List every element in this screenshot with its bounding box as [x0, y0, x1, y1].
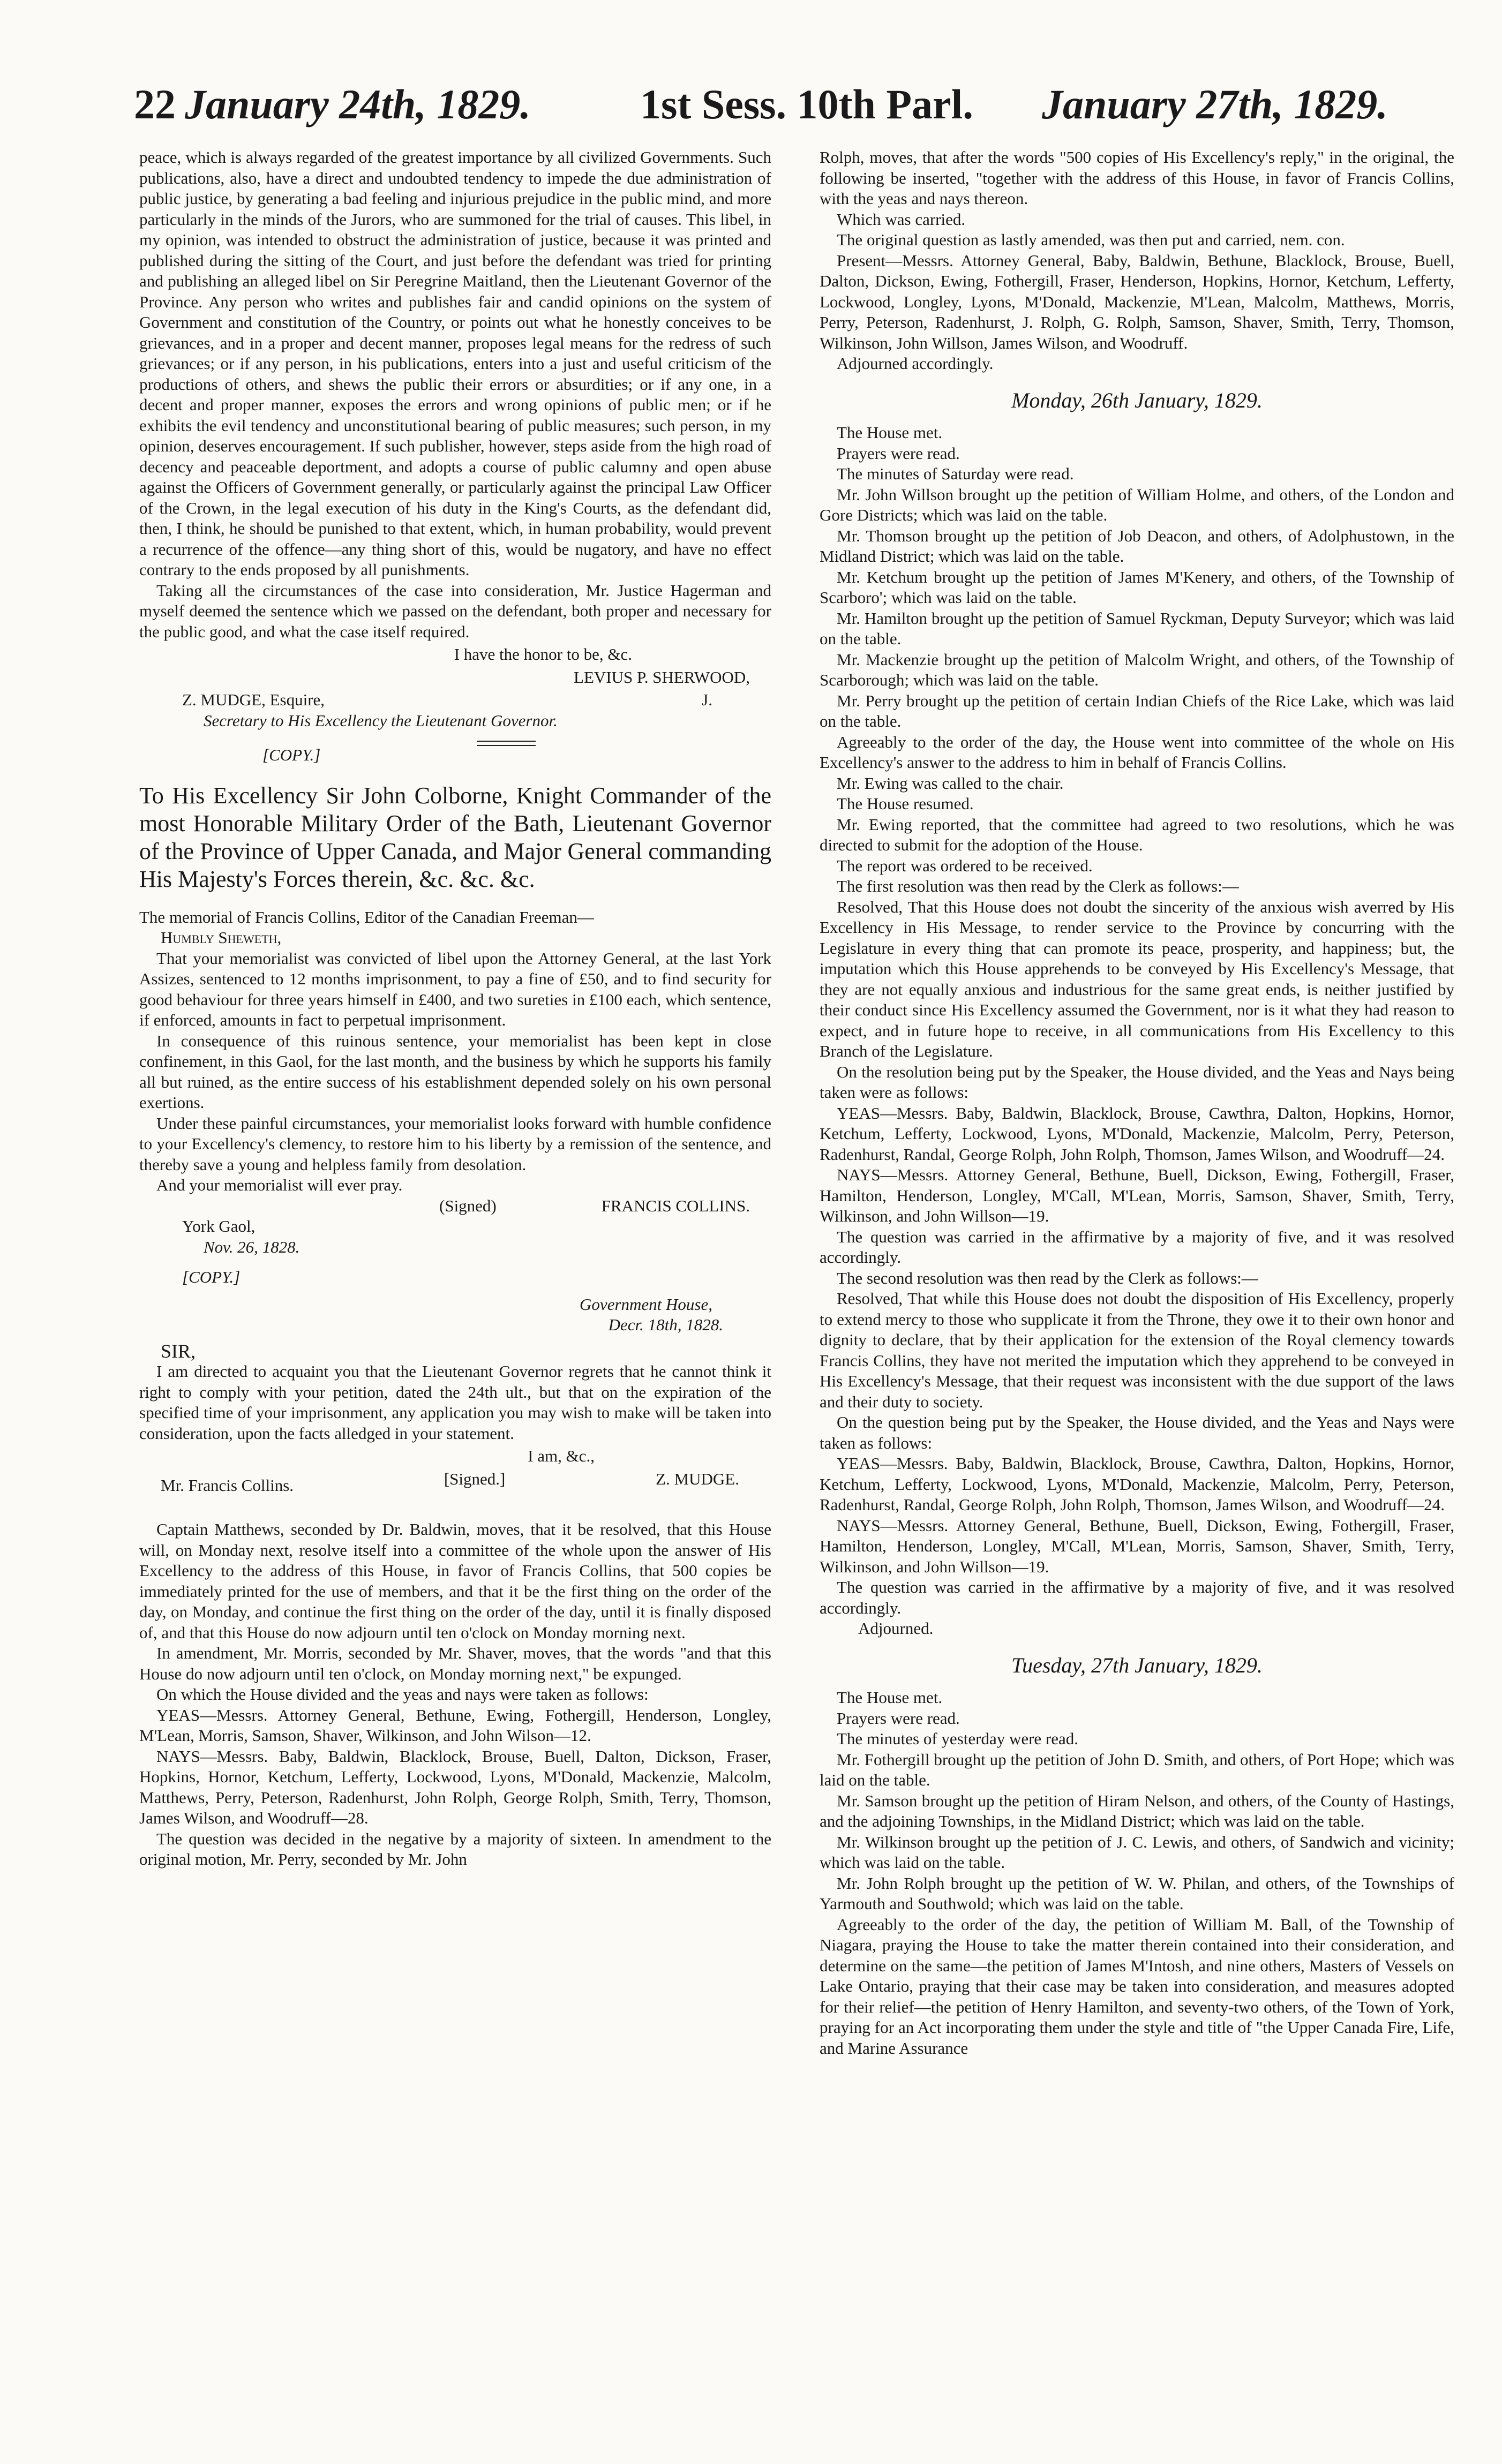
page-header	[134, 80, 1388, 139]
paragraph: Mr. John Rolph brought up the petition of W. W. Philan, and others, of the Townships of Yarmouth and Southwold; which was laid on the table.	[820, 1873, 1454, 1913]
addressee-row	[139, 690, 771, 711]
paragraph: Mr. Thomson brought up the petition of Job Deacon, and others, of Adolphustown, in the Midland District; which was laid on the table.	[820, 526, 1454, 566]
signature-mudge: Z. MUDGE.	[656, 1469, 739, 1488]
paragraph: Mr. Wilkinson brought up the petition of J. C. Lewis, and others, of Sandwich and vicinity; which was laid on the table.	[820, 1832, 1454, 1872]
recipient: Mr. Francis Collins.	[161, 1475, 294, 1495]
paragraph: NAYS—Messrs. Attorney General, Bethune, Buell, Dickson, Ewing, Fothergill, Fraser, Hamilton, Henderson, Longley, M'Call, M'Lean, Morris, Samson, Shaver, Smith, Terry, Wilkinson, and John Willson—19.	[820, 1165, 1454, 1225]
copy-row	[139, 736, 771, 766]
paragraph: Mr. Hamilton brought up the petition of Samuel Ryckman, Deputy Surveyor; which was laid on the table.	[820, 608, 1454, 648]
paragraph: On the question being put by the Speaker, the House divided, and the Yeas and Nays were taken as follows:	[820, 1413, 1454, 1452]
government-house-date: Decr. 18th, 1828.	[608, 1315, 723, 1334]
paragraph: The original question as lastly amended, was then put and carried, nem. con.	[837, 230, 1345, 249]
paragraph: In amendment, Mr. Morris, seconded by Mr. Shaver, moves, that the words "and that this House do now adjourn until ten o'clock, on Monday morning next," be expunged.	[139, 1644, 771, 1683]
paragraph: Adjourned.	[858, 1619, 934, 1638]
copy-label: [COPY.]	[182, 1268, 241, 1286]
paragraph: Prayers were read.	[837, 443, 960, 463]
paragraph: Agreeably to the order of the day, the petition of William M. Ball, of the Township of Niagara, praying the House to take the matter therein contained into their consideration, and determine on the same—the petition of James M'Intosh, and nine others, Masters of Vessels on Lake Ontario, praying that their case may be taken into consideration, and measures adopted for their relief—the petition of Henry Hamilton, and seventy-two others, of the Town of York, praying for an Act incorporating them under the style and title of "the Upper Canada Fire, Life, and Marine Assurance	[820, 1915, 1454, 2058]
signature-j: J.	[702, 690, 712, 709]
header-date-left: January 24th, 1829.	[185, 81, 531, 127]
paragraph: Mr. Perry brought up the petition of certain Indian Chiefs of the Rice Lake, which was laid on the table.	[820, 691, 1454, 730]
paragraph: And your memorialist will ever pray.	[156, 1176, 403, 1194]
paragraph: In consequence of this ruinous sentence, your memorialist has been kept in close confinement, in this Gaol, for the last month, and the business by which he supports his family all but ruined, as the entire success of his establishment depended solely on his own personal exertions.	[139, 1031, 771, 1112]
paragraph: Resolved, That while this House does not doubt the disposition of His Excellency, properly to extend mercy to those who supplicate it from the Throne, they owe it to their own honor and dignity to declare, that by their application for the extension of the Royal clemency towards Francis Collins, they have not merited the imputation which they apprehend to be conveyed in His Excellency's Message, that their request was inconsistent with the due support of the laws and their duty to society.	[820, 1289, 1454, 1411]
copy-label: [COPY.]	[262, 745, 321, 764]
header-date-right: January 27th, 1829.	[1042, 81, 1388, 127]
paragraph: I am directed to acquaint you that the Lieutenant Governor regrets that he cannot think it right to comply with your petition, dated the 24th ult., but that on the expiration of the specified time of your imprisonment, any application you may wish to make will be taken into consideration, upon the facts alledged in your statement.	[139, 1362, 771, 1443]
paragraph: The House resumed.	[837, 794, 974, 813]
paragraph: Mr. John Willson brought up the petition of William Holme, and others, of the London and Gore Districts; which was laid on the table.	[820, 485, 1454, 524]
closing-line: I have the honor to be, &c.	[454, 645, 632, 664]
closing-line: I am, &c.,	[528, 1446, 595, 1465]
address-title: To His Excellency Sir John Colborne, Knight Commander of the most Honorable Military Order of the Bath, Lieutenant Governor of the Province of Upper Canada, and Major General commanding His Majesty's Forces therein, &c. &c. &c.	[139, 782, 771, 892]
paragraph: The minutes of Saturday were read.	[837, 464, 1074, 483]
paragraph: The question was carried in the affirmative by a majority of five, and it was resolved accordingly.	[820, 1227, 1454, 1267]
section-date-monday: Monday, 26th January, 1829.	[1011, 388, 1263, 412]
paragraph: That your memorialist was convicted of libel upon the Attorney General, at the last York Assizes, sentenced to 12 months imprisonment, to pay a fine of £50, and to find security for good behaviour for three years himself in £400, and two sureties in £100 each, which sentence, if enforced, amounts in fact to perpetual imprisonment.	[139, 948, 771, 1029]
mudge-signature-row	[139, 1469, 771, 1496]
paragraph: Prayers were read.	[837, 1708, 960, 1728]
paragraph: Taking all the circumstances of the case into consideration, Mr. Justice Hagerman and myself deemed the sentence which we passed on the defendant, both proper and necessary for the public good, and what the case itself required.	[139, 581, 771, 641]
paragraph: The question was decided in the negative by a majority of sixteen. In amendment to the original motion, Mr. Perry, seconded by Mr. John	[139, 1829, 771, 1868]
signature-collins: FRANCIS COLLINS.	[601, 1196, 750, 1215]
paragraph: Mr. Ewing was called to the chair.	[837, 773, 1064, 793]
paragraph: Mr. Mackenzie brought up the petition of Malcolm Wright, and others, of the Township of Scarborough; which was laid on the table.	[820, 650, 1454, 689]
paragraph: Mr. Fothergill brought up the petition of John D. Smith, and others, of Port Hope; which was laid on the table.	[820, 1750, 1454, 1789]
right-column	[820, 147, 1454, 2059]
paragraph: On which the House divided and the yeas and nays were taken as follows:	[156, 1685, 649, 1704]
paragraph: NAYS—Messrs. Attorney General, Bethune, Buell, Dickson, Ewing, Fothergill, Fraser, Hamilton, Henderson, Longley, M'Call, M'Lean, Morris, Samson, Shaver, Smith, Terry, Wilkinson, and John Willson—19.	[820, 1516, 1454, 1576]
paragraph: YEAS—Messrs. Attorney General, Bethune, Ewing, Fothergill, Henderson, Longley, M'Lean, Morris, Samson, Shaver, Wilkinson, and John Wilson—12.	[139, 1705, 771, 1745]
paragraph: Adjourned accordingly.	[837, 354, 994, 373]
left-column	[139, 147, 771, 1870]
paragraph: YEAS—Messrs. Baby, Baldwin, Blacklock, Brouse, Cawthra, Dalton, Hopkins, Hornor, Ketchum, Lefferty, Lockwood, Lyons, M'Donald, Mackenzie, Malcolm, Perry, Peterson, Radenhurst, Randal, George Rolph, John Rolph, Thomson, James Wilson, and Woodruff—24.	[820, 1103, 1454, 1164]
paragraph: peace, which is always regarded of the greatest importance by all civilized Governments. Such publications, also, have a direct and undoubted tendency to impede the due administration of public justice, by generating a bad feeling and injurious prejudice in the public mind, and more particularly in the minds of the Jurors, who are summoned for the trial of causes. This libel, in my opinion, was intended to obstruct the administration of justice, because it was printed and published during the sitting of the Court, and just before the defendant was tried for printing and publishing an alleged libel on Sir Peregrine Maitland, then the Lieutenant Governor of the Province. Any person who writes and publishes fair and candid opinions on the system of Government and constitution of the Country, or points out what he honestly conceives to be grievances, and in a proper and decent manner, proposes legal means for the redress of such grievances; or if any person, in his publications, enters into a just and useful criticism of the productions of others, and shews the public their errors or absurdities; or if any one, in a decent and proper manner, exposes the errors and wrong opinions of public men; or if he exhibits the evil tendency and unconstitutional bearing of public measures; such person, in my opinion, deserves encouragement. If such publisher, however, steps aside from the high road of decency and peaceable deportment, and adopts a course of public calumny and open abuse against the Officers of Government generally, or particularly against the principal Law Officer of the Crown, in the legal execution of his duty in the King's Courts, as the defendant did, then, I think, he should be punished to that extent, which, in human probability, would prevent a recurrence of the offence—any thing short of this, would be nugatory, and have no effect contrary to the ends proposed by all punishments.	[139, 148, 771, 579]
paragraph: NAYS—Messrs. Baby, Baldwin, Blacklock, Brouse, Buell, Dalton, Dickson, Fraser, Hopkins, Hornor, Ketchum, Lefferty, Lockwood, Lyons, M'Donald, Mackenzie, Malcolm, Matthews, Perry, Peterson, Radenhurst, John Rolph, George Rolph, Smith, Terry, Thomson, James Wilson, and Woodruff—28.	[139, 1746, 771, 1827]
section-date-tuesday: Tuesday, 27th January, 1829.	[1011, 1653, 1263, 1677]
header-session: 1st Sess. 10th Parl.	[640, 81, 973, 127]
section-rule	[477, 741, 536, 746]
paragraph: Under these painful circumstances, your memorialist looks forward with humble confidence to your Excellency's clemency, to restore him to his liberty by a remission of the sentence, and thereby save a young and helpless family from desolation.	[139, 1113, 771, 1174]
paragraph: Which was carried.	[837, 209, 966, 229]
paragraph: The second resolution was then read by the Clerk as follows:—	[837, 1268, 1258, 1287]
addressee: Z. MUDGE, Esquire,	[182, 690, 325, 709]
paragraph: Agreeably to the order of the day, the House went into committee of the whole on His Excellency's answer to the address to him in behalf of Francis Collins.	[820, 732, 1454, 772]
paragraph: The minutes of yesterday were read.	[837, 1729, 1079, 1748]
paragraph: Captain Matthews, seconded by Dr. Baldwin, moves, that it be resolved, that this House will, on Monday next, resolve itself into a committee of the whole upon the answer of His Excellency to the address of this House, in favor of Francis Collins, that 500 copies be immediately printed for the use of members, and that it be the first thing on the order of the day, on Monday, and continue the first thing on the order of the day, until it is finally disposed of, and that this House do now adjourn until ten o'clock on Monday morning next.	[139, 1520, 771, 1642]
paragraph: Mr. Samson brought up the petition of Hiram Nelson, and others, of the County of Hastings, and the adjoining Townships, in the Midland District; which was laid on the table.	[820, 1791, 1454, 1830]
signed-label: [Signed.]	[444, 1469, 506, 1488]
paragraph: The House met.	[837, 1688, 943, 1707]
paragraph: The question was carried in the affirmative by a majority of five, and it was resolved accordingly.	[820, 1578, 1454, 1617]
paragraph: Present—Messrs. Attorney General, Baby, Baldwin, Bethune, Blacklock, Brouse, Buell, Dalton, Dickson, Ewing, Fothergill, Fraser, Henderson, Hopkins, Hornor, Ketchum, Lefferty, Lockwood, Longley, Lyons, M'Donald, Mackenzie, M'Lean, Malcolm, Matthews, Morris, Perry, Peterson, Radenhurst, J. Rolph, G. Rolph, Samson, Shaver, Smith, Terry, Thomson, Wilkinson, John Willson, James Wilson, and Woodruff.	[820, 251, 1454, 352]
paragraph: Rolph, moves, that after the words "500 copies of His Excellency's reply," in the original, the following be inserted, "together with the address of this House, in favor of Francis Collins, with the yeas and nays thereon.	[820, 148, 1454, 208]
gaol-place: York Gaol,	[182, 1217, 256, 1235]
paragraph: Mr. Ketchum brought up the petition of James M'Kenery, and others, of the Township of Scarboro'; which was laid on the table.	[820, 567, 1454, 607]
page-number: 22	[134, 81, 176, 127]
gaol-date: Nov. 26, 1828.	[204, 1237, 300, 1256]
paragraph: YEAS—Messrs. Baby, Baldwin, Blacklock, Brouse, Cawthra, Dalton, Hopkins, Hornor, Ketchum, Lefferty, Lockwood, Lyons, M'Donald, Mackenzie, Malcolm, Perry, Peterson, Radenhurst, Randal, George Rolph, John Rolph, Thomson, James Wilson, and Woodruff—24.	[820, 1454, 1454, 1514]
signed-label: (Signed)	[439, 1196, 497, 1215]
paragraph: The report was ordered to be received.	[837, 856, 1093, 875]
humbly-sheweth: Humbly Sheweth,	[161, 928, 282, 947]
paragraph: Mr. Ewing reported, that the committee had agreed to two resolutions, which he was directed to submit for the adoption of the House.	[820, 815, 1454, 854]
paragraph: The first resolution was then read by the Clerk as follows:—	[837, 877, 1239, 895]
salutation: SIR,	[161, 1340, 196, 1362]
memorial-intro: The memorial of Francis Collins, Editor of the Canadian Freeman—	[139, 907, 594, 926]
collins-signature-row	[139, 1196, 771, 1217]
signature-sherwood: LEVIUS P. SHERWOOD,	[574, 667, 750, 687]
paragraph: The House met.	[837, 423, 943, 442]
addressee-title: Secretary to His Excellency the Lieutenant Governor.	[204, 711, 558, 730]
paragraph: Resolved, That this House does not doubt the sincerity of the anxious wish averred by His Excellency in His Message, to render service to the Province by concurring with the Legislature in every thing that can promote its peace, prosperity, and happiness; but, the imputation which this House apprehends to be conveyed by His Excellency's Message, that they are not equally anxious and industrious for the same great ends, is neither justified by their conduct since His Excellency assumed the Government, nor is it what they had reason to expect, and in future hope to receive, in all communications from His Excellency to this Branch of the Legislature.	[820, 897, 1454, 1060]
paragraph: On the resolution being put by the Speaker, the House divided, and the Yeas and Nays being taken were as follows:	[820, 1062, 1454, 1102]
government-house: Government House,	[580, 1294, 712, 1314]
